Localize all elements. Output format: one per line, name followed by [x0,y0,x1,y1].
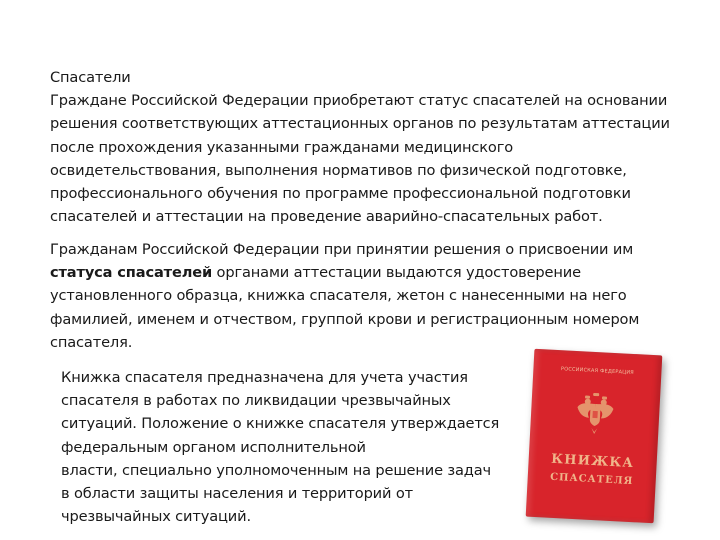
text-line: после прохождения указанными гражданами медицинского [50,138,513,156]
text-line: спасателей и аттестации на проведение аварийно-спасательных работ. [50,208,603,226]
paragraph-documents-issued [50,238,639,354]
text-line [50,261,639,284]
text-line: Книжка спасателя предназначена для учета участия [61,369,468,386]
book-title: КНИЖКА [550,451,635,472]
text-line: освидетельствования, выполнения нормативов по физической подготовке, [50,161,627,179]
text-line: ситуаций. Положение о книжке спасателя утверждается [61,415,500,433]
bold-term: статуса спасателей [50,264,213,282]
text-line: Гражданам Российской Федерации при принятии решения о присвоении им [50,241,634,258]
paragraph-rescuer-book [61,366,499,528]
paragraph-heading: Спасатели [50,69,131,86]
text-line: федеральным органом исполнительной [61,438,366,456]
double-headed-eagle-icon [574,391,616,437]
text-line: Граждане Российской Федерации приобретают статус спасателей на основании [50,92,668,110]
text-line: спасателя. [50,333,133,351]
text-fragment: органами аттестации выдаются удостоверение [212,264,581,282]
text-line: установленного образца, книжка спасателя, жетон с нанесенными на него [50,287,627,305]
text-line: в области защиты населения и территорий от [61,485,413,503]
text-line: профессионального обучения по программе профессиональной подготовки [50,185,631,203]
rescuer-book-image [526,349,663,523]
book-subtitle: СПАСАТЕЛЯ [549,471,634,488]
book-header: РОССИЙСКАЯ ФЕДЕРАЦИЯ [560,366,635,376]
text-line: власти, специально уполномоченным на решение задач [61,461,491,479]
paragraph-rescuers-status [50,66,670,228]
text-line: фамилией, именем и отчеством, группой крови и регистрационным номером [50,310,640,328]
text-line: решения соответствующих аттестационных органов по результатам аттестации [50,115,670,133]
text-line: чрезвычайных ситуаций. [61,508,251,526]
text-line: спасателя в работах по ликвидации чрезвычайных [61,392,451,410]
